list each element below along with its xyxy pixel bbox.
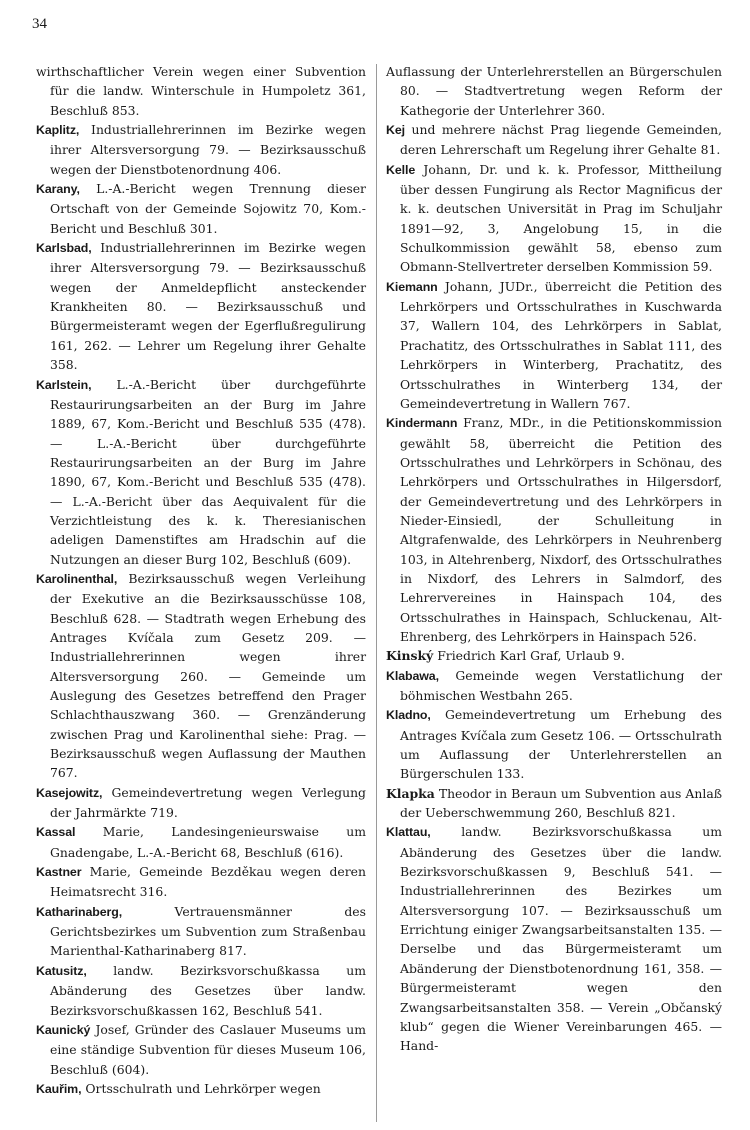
entry-heading: Kindermann <box>386 416 458 431</box>
index-entry <box>36 62 366 120</box>
entry-text: Bezirksausschuß wegen Verleihung der Exekutive an die Bezirksausschüsse 108, Beschluß 628. — Stadtrath wegen Erhebung des Antrages Kvíčala zum Gesetz 209. — Industriallehrerinnen wegen ihrer Altersversorgung 260. — Gemeinde um Auslegung des Gesetzes betreffend den Prager Schlachthauszwang 360. — Grenzänderung zwischen Prag und Karolinenthal siehe: Prag. — Bezirksausschuß wegen Auflassung der Mauthen 767. <box>50 570 366 781</box>
entry-heading: Karany, <box>36 182 80 197</box>
entry-text: Gemeindevertretung um Erhebung des Antrages Kvíčala zum Gesetz 106. — Ortsschulrath um Auflassung der Unterlehrerstellen an Bürgerschulen 133. <box>400 707 722 782</box>
entry-text: Gemeindevertretung wegen Verlegung der Jahrmärkte 719. <box>50 784 366 821</box>
index-entry <box>36 902 366 961</box>
entry-text: Vertrauensmänner des Gerichtsbezirkes um Subvention zum Straßenbau Marienthal-Katharinaberg 817. <box>50 903 366 959</box>
entry-heading: Katharinaberg, <box>36 904 123 919</box>
entry-text: L.-A.-Bericht über durchgeführte Restaurirungsarbeiten an der Burg im Jahre 1889, 67, Kom.-Bericht und Beschluß 535 (478). — L.-A.-Bericht über durchgeführte Restaurirungsarbeiten an der Burg im Jahre 1890, 67, Kom.-Bericht und Beschluß 535 (478). — L.-A.-Bericht über das Aequivalent für die Verzichtleistung des k. k. Theresianischen adeligen Damenstiftes am Hradschin auf die Nutzungen an dieser Burg 102, Beschluß (609). <box>50 376 366 567</box>
entry-heading: Kelle <box>386 162 416 177</box>
index-entry <box>386 666 722 706</box>
entry-text: Ortsschulrath und Lehrkörper wegen <box>85 1080 321 1096</box>
index-entry <box>36 961 366 1020</box>
entry-text: landw. Bezirksvorschußkassa um Abänderung des Gesetzes über landw. Bezirksvorschußkassen 162, Beschluß 541. <box>50 962 366 1018</box>
entry-heading: Kastner <box>36 865 82 880</box>
index-entry <box>386 120 722 160</box>
index-entry <box>36 120 366 179</box>
entry-text: L.-A.-Bericht wegen Trennung dieser Ortschaft von der Gemeinde Sojowitz 70, Kom.-Bericht und Beschluß 301. <box>50 181 366 236</box>
entry-text: Gemeinde wegen Verstatlichung der böhmischen Westbahn 265. <box>400 667 722 703</box>
entry-heading: Klattau, <box>386 825 431 840</box>
entry-text: Industriallehrerinnen im Bezirke wegen ihrer Altersversorgung 79. — Bezirksausschuß wegen der Dienstbotenordnung 406. <box>50 122 366 177</box>
index-entry <box>386 160 722 277</box>
entry-text: Friedrich Karl Graf, Urlaub 9. <box>437 648 625 664</box>
index-entry <box>36 862 366 902</box>
entry-heading: Kaplitz, <box>36 123 80 138</box>
index-entry <box>36 179 366 238</box>
index-entry <box>36 822 366 862</box>
entry-text: Industriallehrerinnen im Bezirke wegen ihrer Altersversorgung 79. — Bezirksausschuß wegen der Anmeldepflicht ansteckender Krankheiten 80. — Bezirksausschuß und Bürgermeisteramt wegen der Egerflußregulirung 161, 262. — Lehrer um Regelung ihrer Gehalte 358. <box>50 240 366 373</box>
entry-text: Johann, JUDr., überreicht die Petition des Lehrkörpers und Ortsschulrathes in Kuschwarda 37, Wallern 104, des Lehrkörpers in Sablat, Prachatitz, des Ortsschulrathes in Sablat 111, des Lehrkörpers in Winterberg, Prachatitz, des Ortsschulrathes in Winterberg 134, der Gemeindevertretung in Wallern 767. <box>400 278 722 411</box>
index-entry <box>36 1079 366 1099</box>
index-entry <box>386 784 722 823</box>
entry-heading: Klapka <box>386 785 435 801</box>
entry-heading: Karlstein, <box>36 377 92 392</box>
index-entry <box>386 413 722 646</box>
index-entry <box>386 277 722 413</box>
left-column <box>36 62 366 1099</box>
right-column <box>386 62 722 1056</box>
entry-heading: Kej <box>386 123 405 138</box>
entry-heading: Kauřim, <box>36 1081 82 1096</box>
entry-text: und mehrere nächst Prag liegende Gemeinden, deren Lehrerschaft um Regelung ihrer Gehalte 81. <box>400 122 722 158</box>
entry-text: Franz, MDr., in die Petitionskommission gewählt 58, überreicht die Petition des Ortsschulrathes und Lehrkörpers in Schönau, des Lehrkörpers und Ortsschulrathes in Hilgersdorf, der Gemeindevertretung und des Lehrkörpers in Nieder-Einsiedl, der Schulleitung in Altgrafenwalde, des Lehrkörpers in Neuhrenberg 103, in Altehrenberg, Nixdorf, des Ortsschulrathes in Nixdorf, des Lehrers in Salmdorf, des Lehrervereines in Hainspach 104, des Ortsschulrathes in Hainspach, Schluckenau, Alt-Ehrenberg, des Lehrkörpers in Hainspach 526. <box>400 415 722 644</box>
entry-text: Marie, Gemeinde Bezděkau wegen deren Heimatsrecht 316. <box>50 864 366 900</box>
entry-heading: Kiemann <box>386 279 438 294</box>
entry-text: wirthschaftlicher Verein wegen einer Subvention für die landw. Winterschule in Humpoletz 361, Beschluß 853. <box>36 64 366 118</box>
entry-text: landw. Bezirksvorschußkassa um Abänderung des Gesetzes über die landw. Bezirksvorschußkassen 9, Beschluß 541. — Industriallehrerinnen des Bezirkes um Altersversorgung 107. — Bezirksausschuß um Errichtung einiger Zwangsarbeitsanstalten 135. — Derselbe und das Bürgermeisteramt um Abänderung der Dienstbotenordnung 161, 358. — Bürgermeisteramt wegen den Zwangsarbeitsanstalten 358. — Verein „Občanský klub“ gegen die Wiener Vereinbarungen 465. — Hand- <box>400 824 722 1054</box>
entry-text: Marie, Landesingenieurswaise um Gnadengabe, L.-A.-Bericht 68, Beschluß (616). <box>50 824 366 860</box>
entry-heading: Kinský <box>386 648 434 664</box>
index-entry <box>36 1020 366 1079</box>
index-entry <box>386 705 722 783</box>
entry-heading: Katusitz, <box>36 963 87 978</box>
entry-heading: Kassal <box>36 825 76 840</box>
entry-text: Josef, Gründer des Caslauer Museums um eine ständige Subvention für dieses Museum 106, Beschluß (604). <box>50 1021 366 1077</box>
entry-heading: Klabawa, <box>386 668 439 683</box>
index-entry <box>36 783 366 823</box>
index-entry <box>36 569 366 783</box>
entry-heading: Kladno, <box>386 708 431 723</box>
index-entry <box>36 375 366 569</box>
entry-text: Theodor in Beraun um Subvention aus Anlaß der Ueberschwemmung 260, Beschluß 821. <box>400 785 722 821</box>
index-entry <box>386 822 722 1055</box>
entry-heading: Kasejowitz, <box>36 785 103 800</box>
index-entry <box>36 238 366 374</box>
index-entry <box>386 62 722 120</box>
entry-text: Johann, Dr. und k. k. Professor, Mittheilung über dessen Fungirung als Rector Magnificus der k. k. deutschen Universität in Prag im Schuljahr 1891—92, 3, Angelobung 15, in die Schulkommission gewählt 58, ebenso zum Obmann-Stellvertreter derselben Kommission 59. <box>400 161 722 275</box>
column-divider <box>376 64 377 1122</box>
entry-heading: Karolinenthal, <box>36 571 118 586</box>
page-number: 34 <box>32 16 47 32</box>
index-entry <box>386 646 722 665</box>
entry-heading: Kaunický <box>36 1022 91 1037</box>
entry-heading: Karlsbad, <box>36 241 92 256</box>
entry-text: Auflassung der Unterlehrerstellen an Bürgerschulen 80. — Stadtvertretung wegen Reform der Kathegorie der Unterlehrer 360. <box>386 64 722 118</box>
